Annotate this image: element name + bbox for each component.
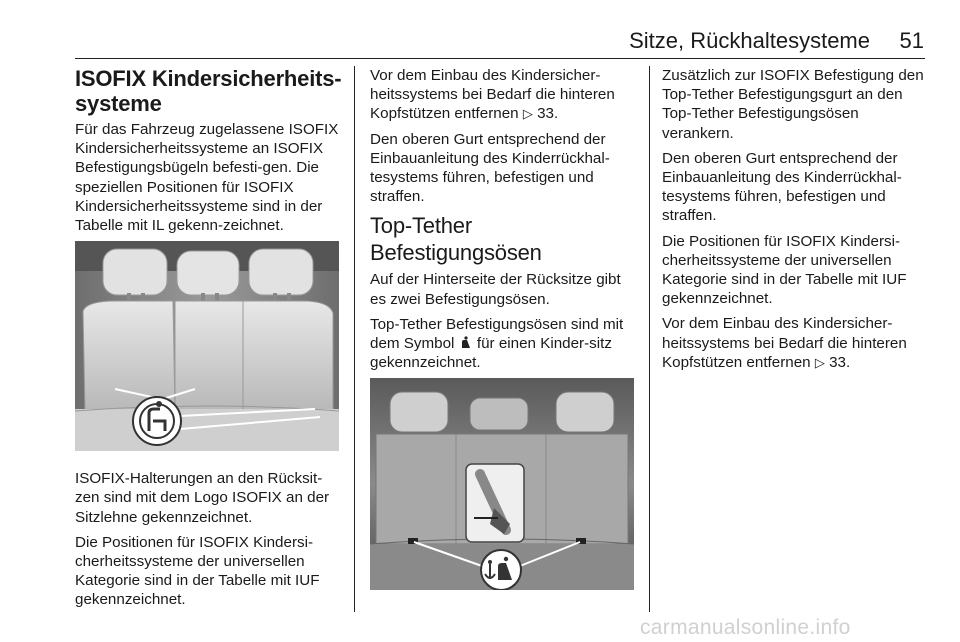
top-tether-eyelets-figure bbox=[370, 378, 634, 590]
column-3 bbox=[662, 66, 928, 378]
column-divider-1 bbox=[354, 66, 355, 612]
paragraph-route-strap: Den oberen Gurt entsprechend der Einbauanleitung des Kinderrückhal-tesystems führen, befestigen und straffen. bbox=[370, 130, 610, 206]
paragraph-isofix-positions: Die Positionen für ISOFIX Kindersi-cherheitssysteme der universellen Kategorie sind in der Tabelle mit IUF gekennzeichnet. bbox=[75, 533, 320, 609]
page-number: 51 bbox=[899, 28, 924, 53]
paragraph-isofix-intro: Für das Fahrzeug zugelassene ISOFIX Kindersicherheitssysteme an ISOFIX Befestigungsbügeln befesti-gen. Die speziellen Positionen für ISOFIX Kindersicherheitssysteme sind in der Tabelle mit IL gekenn-zeichnet. bbox=[75, 121, 339, 235]
page-reference-arrow-icon: ▷ bbox=[814, 354, 825, 370]
paragraph-isofix-positions-2: Die Positionen für ISOFIX Kindersi-cherheitssysteme der universellen Kategorie sind in der Tabelle mit IUF gekennzeichnet. bbox=[662, 232, 907, 308]
column-2 bbox=[370, 66, 636, 608]
heading-line-1: ISOFIX Kindersicherheits- bbox=[75, 66, 342, 91]
top-tether-child-seat-icon bbox=[459, 336, 473, 350]
column-1 bbox=[75, 66, 343, 616]
paragraph-remove-headrests bbox=[370, 66, 636, 124]
paragraph-remove-headrests-2 bbox=[662, 314, 928, 372]
eyelets-symbol-text-1: Top-Tether Befestigungsösen sind mit dem Symbol bbox=[370, 315, 624, 353]
watermark-text: carmanualsonline.info bbox=[640, 616, 851, 639]
paragraph-isofix-markings: ISOFIX-Halterungen an den Rücksit-zen sind mit dem Logo ISOFIX an der Sitzlehne gekennzeichnet. bbox=[75, 470, 330, 526]
page-reference-number: 33. bbox=[829, 353, 851, 371]
paragraph-route-strap-2: Den oberen Gurt entsprechend der Einbauanleitung des Kinderrückhal-tesystems führen, befestigen und straffen. bbox=[662, 149, 902, 225]
heading-line-2: systeme bbox=[75, 91, 162, 116]
heading-line-2: Befestigungsösen bbox=[370, 240, 542, 266]
column-divider-2 bbox=[649, 66, 650, 612]
page-reference-number: 33. bbox=[537, 105, 559, 123]
eyelets-symbol-text-2: für einen Kinder-sitz gekennzeichnet. bbox=[370, 335, 612, 372]
rear-seat-isofix-figure bbox=[75, 241, 339, 451]
paragraph-additional-tether: Zusätzlich zur ISOFIX Befestigung den Top-Tether Befestigungsgurt an den Top-Tether Befestigungsösen verankern. bbox=[662, 67, 924, 142]
header-divider bbox=[75, 58, 925, 59]
section-heading-isofix bbox=[75, 66, 343, 116]
paragraph-eyelets-location: Auf der Hinterseite der Rücksitze gibt es zwei Befestigungsösen. bbox=[370, 271, 621, 308]
heading-line-1: Top-Tether bbox=[370, 213, 472, 239]
remove-headrests-text: Vor dem Einbau des Kindersicher-heitssystems bei Bedarf die hinteren Kopfstützen entfernen bbox=[370, 67, 615, 123]
paragraph-eyelets-symbol bbox=[370, 315, 636, 373]
running-header-title: Sitze, Rückhaltesysteme bbox=[629, 28, 870, 53]
page-reference-arrow-icon: ▷ bbox=[522, 106, 533, 122]
remove-headrests-text: Vor dem Einbau des Kindersicher-heitssystems bei Bedarf die hinteren Kopfstützen entfernen bbox=[662, 315, 907, 371]
section-heading-top-tether bbox=[370, 212, 636, 266]
